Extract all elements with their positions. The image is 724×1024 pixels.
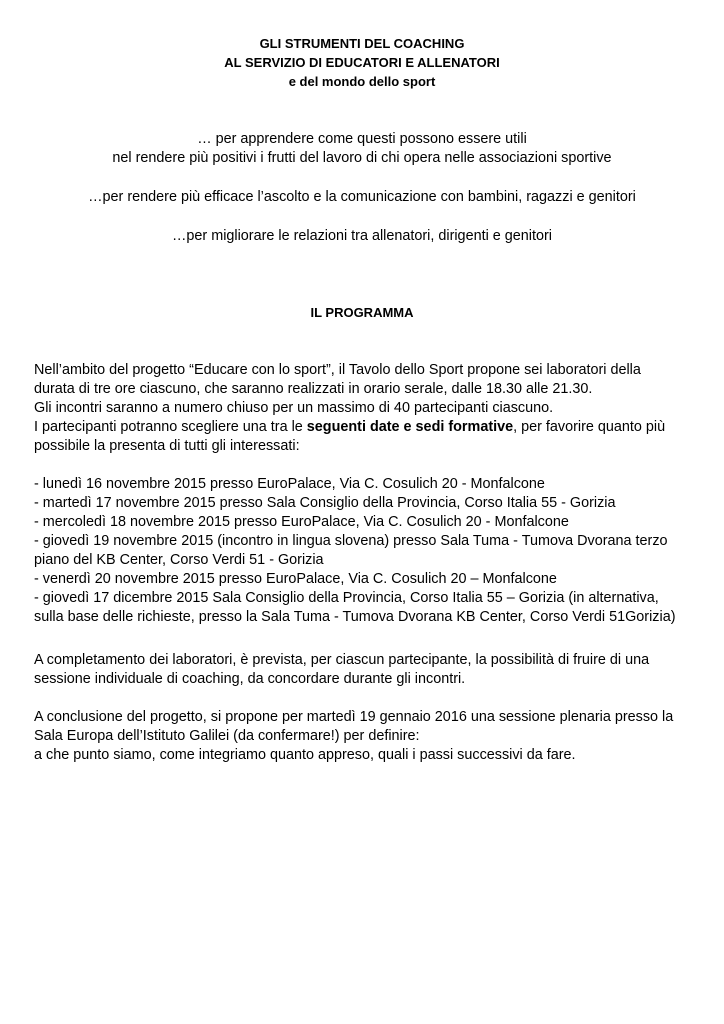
text-span: , per favorire quanto più xyxy=(513,419,666,435)
text-span: I partecipanti potranno scegliere una tra le xyxy=(34,419,307,435)
program-title: IL PROGRAMMA xyxy=(310,305,414,320)
paragraph-line: sessione individuale di coaching, da concordare durante gli incontri. xyxy=(34,671,466,687)
intro-line: … per apprendere come questi possono essere utili xyxy=(197,131,527,147)
paragraph-line: A completamento dei laboratori, è prevista, per ciascun partecipante, la possibilità di fruire di una xyxy=(34,652,650,668)
paragraph-line: possibile la presenta di tutti gli interessati: xyxy=(34,438,300,454)
paragraph-line xyxy=(34,419,665,435)
paragraph-line: a che punto siamo, come integriamo quanto appreso, quali i passi successivi da fare. xyxy=(34,747,576,763)
intro-line: …per rendere più efficace l’ascolto e la comunicazione con bambini, ragazzi e genitori xyxy=(88,189,636,205)
paragraph-line: Gli incontri saranno a numero chiuso per un massimo di 40 partecipanti ciascuno. xyxy=(34,400,554,416)
header-subtitle: e del mondo dello sport xyxy=(288,74,436,89)
bold-text: seguenti date e sedi formative xyxy=(306,419,514,435)
date-list-item: sulla base delle richieste, presso la Sala Tuma - Tumova Dvorana KB Center, Corso Verdi 51Gorizia) xyxy=(34,609,676,625)
date-list-item: - venerdì 20 novembre 2015 presso EuroPalace, Via C. Cosulich 20 – Monfalcone xyxy=(34,571,557,587)
paragraph-line: A conclusione del progetto, si propone per martedì 19 gennaio 2016 una sessione plenaria presso la xyxy=(34,709,674,725)
header-title-line2: AL SERVIZIO DI EDUCATORI E ALLENATORI xyxy=(224,55,500,70)
date-list-item: - giovedì 17 dicembre 2015 Sala Consiglio della Provincia, Corso Italia 55 – Gorizia (in alternativa, xyxy=(34,590,659,606)
paragraph-line: Sala Europa dell’Istituto Galilei (da confermare!) per definire: xyxy=(34,728,420,744)
paragraph-line: durata di tre ore ciascuno, che saranno realizzati in orario serale, dalle 18.30 alle 21.30. xyxy=(34,381,593,397)
date-list-item: - lunedì 16 novembre 2015 presso EuroPalace, Via C. Cosulich 20 - Monfalcone xyxy=(34,476,545,492)
date-list-item: - martedì 17 novembre 2015 presso Sala Consiglio della Provincia, Corso Italia 55 - Gorizia xyxy=(34,495,616,511)
date-list-item: piano del KB Center, Corso Verdi 51 - Gorizia xyxy=(34,552,324,568)
date-list-item: - mercoledì 18 novembre 2015 presso EuroPalace, Via C. Cosulich 20 - Monfalcone xyxy=(34,514,569,530)
date-list-item: - giovedì 19 novembre 2015 (incontro in lingua slovena) presso Sala Tuma - Tumova Dvorana terzo xyxy=(34,533,668,549)
intro-line: …per migliorare le relazioni tra allenatori, dirigenti e genitori xyxy=(172,228,552,244)
header-title-line1: GLI STRUMENTI DEL COACHING xyxy=(259,36,465,51)
paragraph-line: Nell’ambito del progetto “Educare con lo sport”, il Tavolo dello Sport propone sei laboratori della xyxy=(34,362,641,378)
intro-line: nel rendere più positivi i frutti del lavoro di chi opera nelle associazioni sportive xyxy=(112,150,612,166)
